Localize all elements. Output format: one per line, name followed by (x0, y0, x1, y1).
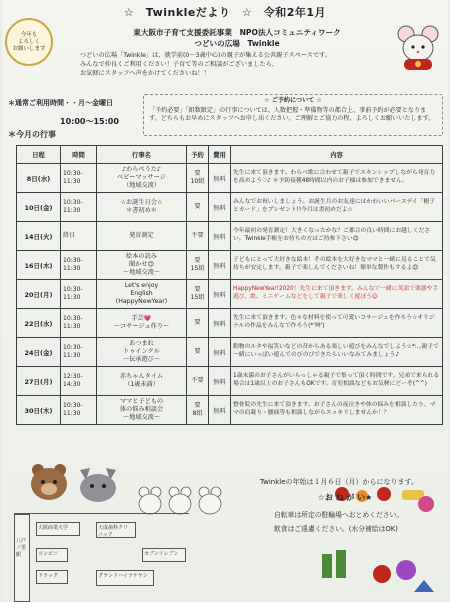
event-fee: 無料 (209, 280, 231, 309)
event-date: 30日(木) (17, 396, 61, 425)
event-row (17, 280, 443, 309)
event-content: 先生に来て頂きます。色々な材料を使って可愛いコサージュを作ろう☆オリジナルの作品をみんなで作ろう(*'艸') (231, 309, 443, 338)
facility-name: つどいの広場 Twinkle (194, 39, 280, 48)
map-label-grand-heights: グランドハイツケヤン (98, 573, 148, 579)
request-item: 飲食はご遠慮ください。(水分補給はOK) (274, 525, 398, 533)
map-label-seven-eleven: セブンイレブン (144, 551, 179, 557)
event-content: 動物のルタや福笑いなどの昔からある楽しい遊びをみんなでしよう☆*:.｡親子で一緒にいっぱい遊んでのびのびできたらいいなみてみましょう♪ (231, 338, 443, 367)
event-fee: 無料 (209, 222, 231, 251)
event-date: 22日(水) (17, 309, 61, 338)
event-time: 10:30- 11:30 (61, 309, 97, 338)
event-fee: 無料 (209, 251, 231, 280)
event-fee: 無料 (209, 309, 231, 338)
map-label-clinic: 大成歯科クリニック (98, 525, 129, 538)
requests-heading: ☆お ね が い★ (317, 493, 373, 502)
map-label-station: 八戸ノ里駅 (16, 538, 27, 558)
event-row (17, 193, 443, 222)
event-fee: 無料 (209, 338, 231, 367)
event-row (17, 309, 443, 338)
header-fee: 費用 (209, 146, 231, 164)
event-time: 10:30- 11:30 (61, 396, 97, 425)
event-time: 10:30- 11:30 (61, 280, 97, 309)
event-name: あつまれ トゥインクル ～伝承遊び～ (97, 338, 187, 367)
mouse-mascot-icon (396, 22, 440, 72)
request-item: 自転車は所定の駐輪場へおとめください。 (274, 511, 404, 519)
events-header-row (17, 146, 443, 164)
new-year-opening-note: Twinkleの年始は１月６日（月）からになります。 (260, 478, 418, 486)
event-fee: 無料 (209, 193, 231, 222)
header-content: 内容 (231, 146, 443, 164)
event-date: 14日(火) (17, 222, 61, 251)
event-row (17, 338, 443, 367)
events-section-title: ＊今月の行事 (8, 130, 56, 139)
badge-line: 今年も (20, 31, 38, 38)
event-time: 10:30- 11:30 (61, 251, 97, 280)
event-name: ☆お誕生日会☆ ＊書初め＊ (97, 193, 187, 222)
header-date: 日程 (17, 146, 61, 164)
hours-label: ＊通常ご利用時間・・月～金曜日 (8, 99, 113, 107)
event-name: ♪わらべうた♪ ベビーマッサージ （地域交流） (97, 164, 187, 193)
event-reservation: 要 10組 (187, 164, 209, 193)
event-date: 10日(金) (17, 193, 61, 222)
event-content: みんなでお祝いしましょう。お誕生月のお友達にはかわいいバースデイ「帽子とカード」をプレゼント!!今月は書初めだよ☆ (231, 193, 443, 222)
event-date: 20日(月) (17, 280, 61, 309)
event-content: 1歳未満のお子さんがいらっしゃる親子で集って頂く時間です。兄弟で来られる場合は1歳以上のお子さんもOKです。育児相談などもお気軽にどーぞ(^^) (231, 367, 443, 396)
event-name: ママと子どもの 体の悩み相談会 ～地域交流～ (97, 396, 187, 425)
reservation-notice (143, 94, 443, 136)
event-reservation: 要 8組 (187, 396, 209, 425)
map-label-convenience: コンビニ (38, 551, 59, 557)
event-date: 27日(月) (17, 367, 61, 396)
event-content: 整骨院の先生に来て頂きます。お子さんの夜泣きや体の悩みを相談したり、ママの肩凝り・腰痛等も相談しながらスッキリしませんか！？ (231, 396, 443, 425)
intro-line: お気軽にスタッフへ声をかけてくださいね！！ (80, 70, 210, 77)
event-fee: 無料 (209, 164, 231, 193)
event-reservation: 要 (187, 309, 209, 338)
intro-line: つどいの広場「Twinkle」は、就学前(0～3歳中心)の親子が集える公共親子スペースです。 (80, 52, 332, 59)
event-time: 10:30- 11:30 (61, 338, 97, 367)
event-reservation: 要 (187, 338, 209, 367)
event-reservation: 要 (187, 193, 209, 222)
requests-box (250, 492, 440, 562)
event-date: 24日(金) (17, 338, 61, 367)
event-row (17, 164, 443, 193)
access-map (14, 513, 189, 601)
event-name: 絵本の読み 聞かせ😊 ～地域交流～ (97, 251, 187, 280)
newsletter-title: ☆ Twinkleだより ☆ 令和2年1月 (123, 6, 327, 19)
event-name: 手芸💗 ～コサージュ作り～ (97, 309, 187, 338)
event-name: 発育測定 (97, 222, 187, 251)
header-event-name: 行事名 (97, 146, 187, 164)
event-date: 16日(木) (17, 251, 61, 280)
event-row (17, 396, 443, 425)
organization-line: 東大阪市子育て支援委託事業 NPO法人コミュニティワーク (133, 28, 341, 37)
event-reservation: 要 15組 (187, 280, 209, 309)
event-time: 10:30- 11:30 (61, 193, 97, 222)
event-row (17, 222, 443, 251)
intro-text (80, 51, 380, 78)
header-time: 時間 (61, 146, 97, 164)
newsletter-sheet (2, 0, 448, 600)
event-content: 今年最初の発育測定！大きくなったかな？ご都合の良い時間にお越しください。Twinkle手帳をお持ちの方はご持参下さい😊 (231, 222, 443, 251)
header-reservation: 予約 (187, 146, 209, 164)
event-reservation: 不要 (187, 222, 209, 251)
event-reservation: 不要 (187, 367, 209, 396)
event-time: 12:30- 14:30 (61, 367, 97, 396)
event-row (17, 367, 443, 396)
event-row (17, 251, 443, 280)
notice-text: 「予約必要」「組数限定」の行事については、人数把握・準備物等の都合上、事前予約が必要となります。どちらもお早めにスタッフへお申し出ください。ご理解とご協力の程、よろしくお願いいたします。 (149, 106, 435, 123)
intro-line: みんなで仲良くご利用ください！子育て等のご相談がございましたら、 (80, 61, 278, 68)
greeting-badge (5, 18, 53, 66)
map-label-university: 大阪商業大学 (38, 525, 69, 531)
event-name: 赤ちゃんタイム （1歳未満） (97, 367, 187, 396)
event-time: 10:30- 11:30 (61, 164, 97, 193)
event-reservation: 要 15組 (187, 251, 209, 280)
events-table (16, 145, 443, 425)
event-fee: 無料 (209, 367, 231, 396)
event-time: 終日 (61, 222, 97, 251)
event-content: 先生に来て頂きます。わらべ歌に合わせて親子でスキンシップしながら発育力を高めよう♡♪ ＊予防接種48時間以内のお子様は参加できません。 (231, 164, 443, 193)
map-label-drugstore: ドラッグ (38, 573, 58, 579)
event-name: Let's enjoy English (HappyNewYear) (97, 280, 187, 309)
event-content: 子どもにとって大好きな絵本！その絵本を大好きなママと一緒に見ることで気持ちが安定します。親子で楽しんでくださいね！簡単な製作もするよ😊 (231, 251, 443, 280)
event-fee: 無料 (209, 396, 231, 425)
badge-line: お願いします (12, 45, 46, 52)
bear-and-cat-illustration (20, 456, 130, 504)
notice-heading: ☆ ご予約について ☆ (264, 97, 322, 104)
hours-time: 10:00～15:00 (60, 117, 119, 126)
event-content: HappyNewYear!2020！先生に来て頂きます。みんなで一緒に英語で楽器や手遊び、歌、ミニゲームなどをして親子で楽しく遊ぼう☺ (231, 280, 443, 309)
badge-line: よろしく (17, 38, 40, 45)
event-date: 8日(水) (17, 164, 61, 193)
